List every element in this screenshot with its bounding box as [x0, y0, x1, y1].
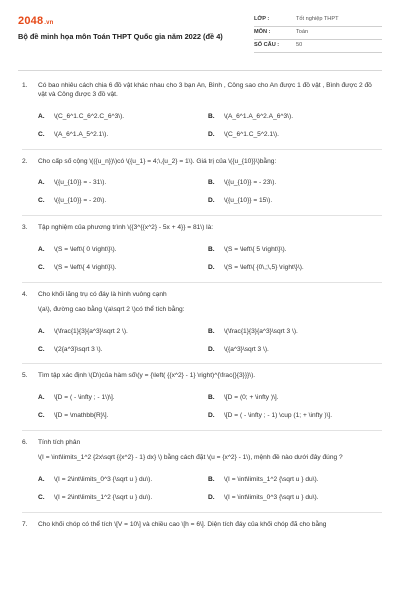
question-number: 6.	[22, 439, 28, 447]
option-text: \(A_6^1.A_6^2.A_6^3\).	[224, 112, 294, 120]
document-header	[18, 14, 382, 64]
question-divider	[22, 215, 382, 216]
answer-option[interactable]	[208, 197, 378, 206]
option-letter: C.	[38, 345, 45, 353]
answer-options	[38, 113, 382, 140]
info-row-subject	[254, 27, 382, 40]
question-line: Tìm tập xác định \(D\)của hàm số\(y = {\left( {{x^2} - 1} \right)^{\frac{}{3}}}\).	[38, 372, 256, 380]
option-text: \(S = \left\{ 0 \right\}\).	[54, 246, 117, 254]
question-4	[22, 291, 382, 355]
option-letter: C.	[38, 412, 45, 420]
question-text	[38, 439, 382, 469]
question-head	[22, 158, 382, 173]
answer-option[interactable]	[208, 476, 378, 485]
question-line: Có bao nhiêu cách chia 6 đồ vật khác nhau cho 3 bạn An, Bình , Công sao cho An được 1 đồ vật , Bình được 2 đồ vật và Công được 3 đồ vật.	[38, 82, 372, 98]
option-letter: D.	[208, 493, 215, 501]
option-text: \(2{a^3}\sqrt 3 \).	[54, 345, 103, 353]
option-text: \({a^3}\sqrt 3 \).	[224, 345, 269, 353]
option-text: \(I = 2\int\limits_0^3 {\sqrt u } du\).	[54, 475, 153, 483]
answer-options	[38, 246, 382, 273]
question-text	[38, 82, 382, 106]
question-line: Tập nghiệm của phương trình \({3^{{x^2} - 5x + 4}} = 81\) là:	[38, 224, 214, 232]
question-divider	[22, 430, 382, 431]
option-text: \({u_{10}} = - 23\).	[224, 179, 277, 187]
option-letter: C.	[38, 130, 45, 138]
question-number: 3.	[22, 224, 28, 232]
question-head	[22, 439, 382, 469]
option-letter: D.	[208, 264, 215, 272]
answer-options	[38, 328, 382, 355]
answer-option[interactable]	[38, 113, 208, 122]
answer-option[interactable]	[208, 494, 378, 503]
question-head	[22, 372, 382, 387]
info-label: LỚP :	[254, 16, 270, 23]
question-3	[22, 224, 382, 273]
document-title: Bộ đề minh họa môn Toán THPT Quốc gia năm 2022 (đề 4)	[18, 32, 223, 41]
site-logo[interactable]: 2048.vn	[18, 15, 54, 27]
option-letter: D.	[208, 130, 215, 138]
answer-options	[38, 476, 382, 503]
answer-option[interactable]	[38, 346, 208, 355]
answer-option[interactable]	[208, 131, 378, 140]
question-line: Tính tích phân	[38, 439, 81, 447]
option-text: \(C_6^1.C_6^2.C_6^3\).	[54, 112, 125, 120]
answer-options	[38, 179, 382, 206]
option-text: \[D = ( - \infty ; - 1) \cup (1; + \infty )\].	[224, 412, 333, 420]
option-text: \(\frac{1}{3}{a^3}\sqrt 3 \).	[224, 327, 298, 335]
option-text: \[D = ( - \infty ; - 1\)\].	[54, 394, 115, 402]
answer-option[interactable]	[38, 264, 208, 273]
answer-option[interactable]	[38, 179, 208, 188]
header-divider	[18, 70, 382, 71]
question-number: 4.	[22, 290, 28, 298]
question-number: 7.	[22, 520, 28, 528]
option-letter: C.	[38, 264, 45, 272]
question-text	[38, 521, 382, 536]
answer-option[interactable]	[38, 328, 208, 337]
option-letter: B.	[208, 394, 215, 402]
question-head	[22, 82, 382, 106]
answer-option[interactable]	[38, 412, 208, 421]
option-letter: B.	[208, 179, 215, 187]
option-letter: A.	[38, 394, 45, 402]
answer-option[interactable]	[208, 113, 378, 122]
question-divider	[22, 512, 382, 513]
question-divider	[22, 282, 382, 283]
question-head	[22, 521, 382, 536]
question-divider	[22, 363, 382, 364]
answer-option[interactable]	[38, 476, 208, 485]
option-text: \({u_{10}} = - 20\).	[54, 197, 107, 205]
question-divider	[22, 149, 382, 150]
option-letter: B.	[208, 112, 215, 120]
question-list	[22, 82, 382, 536]
answer-option[interactable]	[38, 246, 208, 255]
question-number: 1.	[22, 82, 28, 89]
logo-suffix: .vn	[44, 20, 54, 26]
option-letter: A.	[38, 179, 45, 187]
option-text: \({u_{10}} = - 31\).	[54, 179, 107, 187]
answer-options	[38, 394, 382, 421]
info-value: Toán	[296, 29, 309, 36]
question-line: Cho cấp số cộng \(({u_n})\)có \({u_1} = 4;\,{u_2} = 1\). Giá trị của \({u_{10}}\)bằng:	[38, 157, 277, 165]
option-letter: B.	[208, 475, 215, 483]
answer-option[interactable]	[208, 246, 378, 255]
option-letter: D.	[208, 197, 215, 205]
option-letter: A.	[38, 327, 45, 335]
question-number: 5.	[22, 372, 28, 380]
option-text: \(I = \int\limits_0^3 {\sqrt u } du\).	[224, 493, 319, 501]
question-number: 2.	[22, 157, 28, 165]
info-label: SỐ CÂU :	[254, 42, 280, 49]
answer-option[interactable]	[208, 328, 378, 337]
answer-option[interactable]	[38, 197, 208, 206]
info-row-class	[254, 14, 382, 27]
info-row-count	[254, 40, 382, 53]
option-text: \[D = \mathbb{R}\].	[54, 412, 109, 420]
question-line: \(I = \int\limits_1^2 {2x\sqrt {{x^2} - 1} dx} \) bằng cách đặt \(u = {x^2} - 1\), mệnh đề nào dưới đây đúng ?	[38, 454, 343, 462]
option-letter: C.	[38, 197, 45, 205]
answer-option[interactable]	[208, 264, 378, 273]
option-letter: B.	[208, 327, 215, 335]
option-text: \(\frac{1}{3}{a^3}\sqrt 2 \).	[54, 327, 128, 335]
option-letter: A.	[38, 112, 45, 120]
option-letter: A.	[38, 475, 45, 483]
question-text	[38, 291, 382, 321]
option-text: \(C_6^1.C_5^2.1\).	[224, 130, 279, 138]
question-1	[22, 82, 382, 140]
question-7	[22, 521, 382, 536]
answer-option[interactable]	[208, 412, 378, 421]
option-letter: C.	[38, 493, 45, 501]
info-label: MÔN :	[254, 29, 271, 36]
question-2	[22, 158, 382, 207]
info-value: 50	[296, 42, 303, 49]
option-text: \(I = \int\limits_1^2 {\sqrt u } du\).	[224, 475, 319, 483]
question-line: Cho khối lăng trụ có đáy là hình vuông cạnh	[38, 290, 167, 298]
answer-option[interactable]	[38, 131, 208, 140]
question-line: \(a\), đường cao bằng \(a\sqrt 2 \)có thể tích bằng:	[38, 305, 185, 313]
answer-option[interactable]	[208, 346, 378, 355]
question-text	[38, 372, 382, 387]
answer-option[interactable]	[38, 494, 208, 503]
question-line: Cho khối chóp có thể tích \[V = 10\] và chiều cao \[h = 6\]. Diện tích đáy của khối chóp đã cho bằng	[38, 520, 327, 528]
option-letter: A.	[38, 246, 45, 254]
option-text: \(I = 2\int\limits_1^2 {\sqrt u } du\).	[54, 493, 153, 501]
question-text	[38, 224, 382, 239]
option-text: \[D = (0; + \infty )\].	[224, 394, 279, 402]
info-value: Tốt nghiệp THPT	[296, 16, 339, 23]
option-letter: D.	[208, 345, 215, 353]
option-letter: B.	[208, 246, 215, 254]
option-text: \(S = \left\{ 5 \right\}\).	[224, 246, 287, 254]
option-text: \(A_6^1.A_5^2.1\).	[54, 130, 109, 138]
question-5	[22, 372, 382, 421]
option-text: \(S = \left\{ 4 \right\}\).	[54, 264, 117, 272]
info-table	[254, 14, 382, 53]
question-6	[22, 439, 382, 503]
option-letter: D.	[208, 412, 215, 420]
answer-option[interactable]	[208, 394, 378, 403]
option-text: \({u_{10}} = 15\).	[224, 197, 273, 205]
question-head	[22, 224, 382, 239]
answer-option[interactable]	[38, 394, 208, 403]
question-text	[38, 158, 382, 173]
option-text: \(S = \left\{ {0\,;\,5} \right\}\).	[224, 264, 304, 272]
question-head	[22, 291, 382, 321]
answer-option[interactable]	[208, 179, 378, 188]
